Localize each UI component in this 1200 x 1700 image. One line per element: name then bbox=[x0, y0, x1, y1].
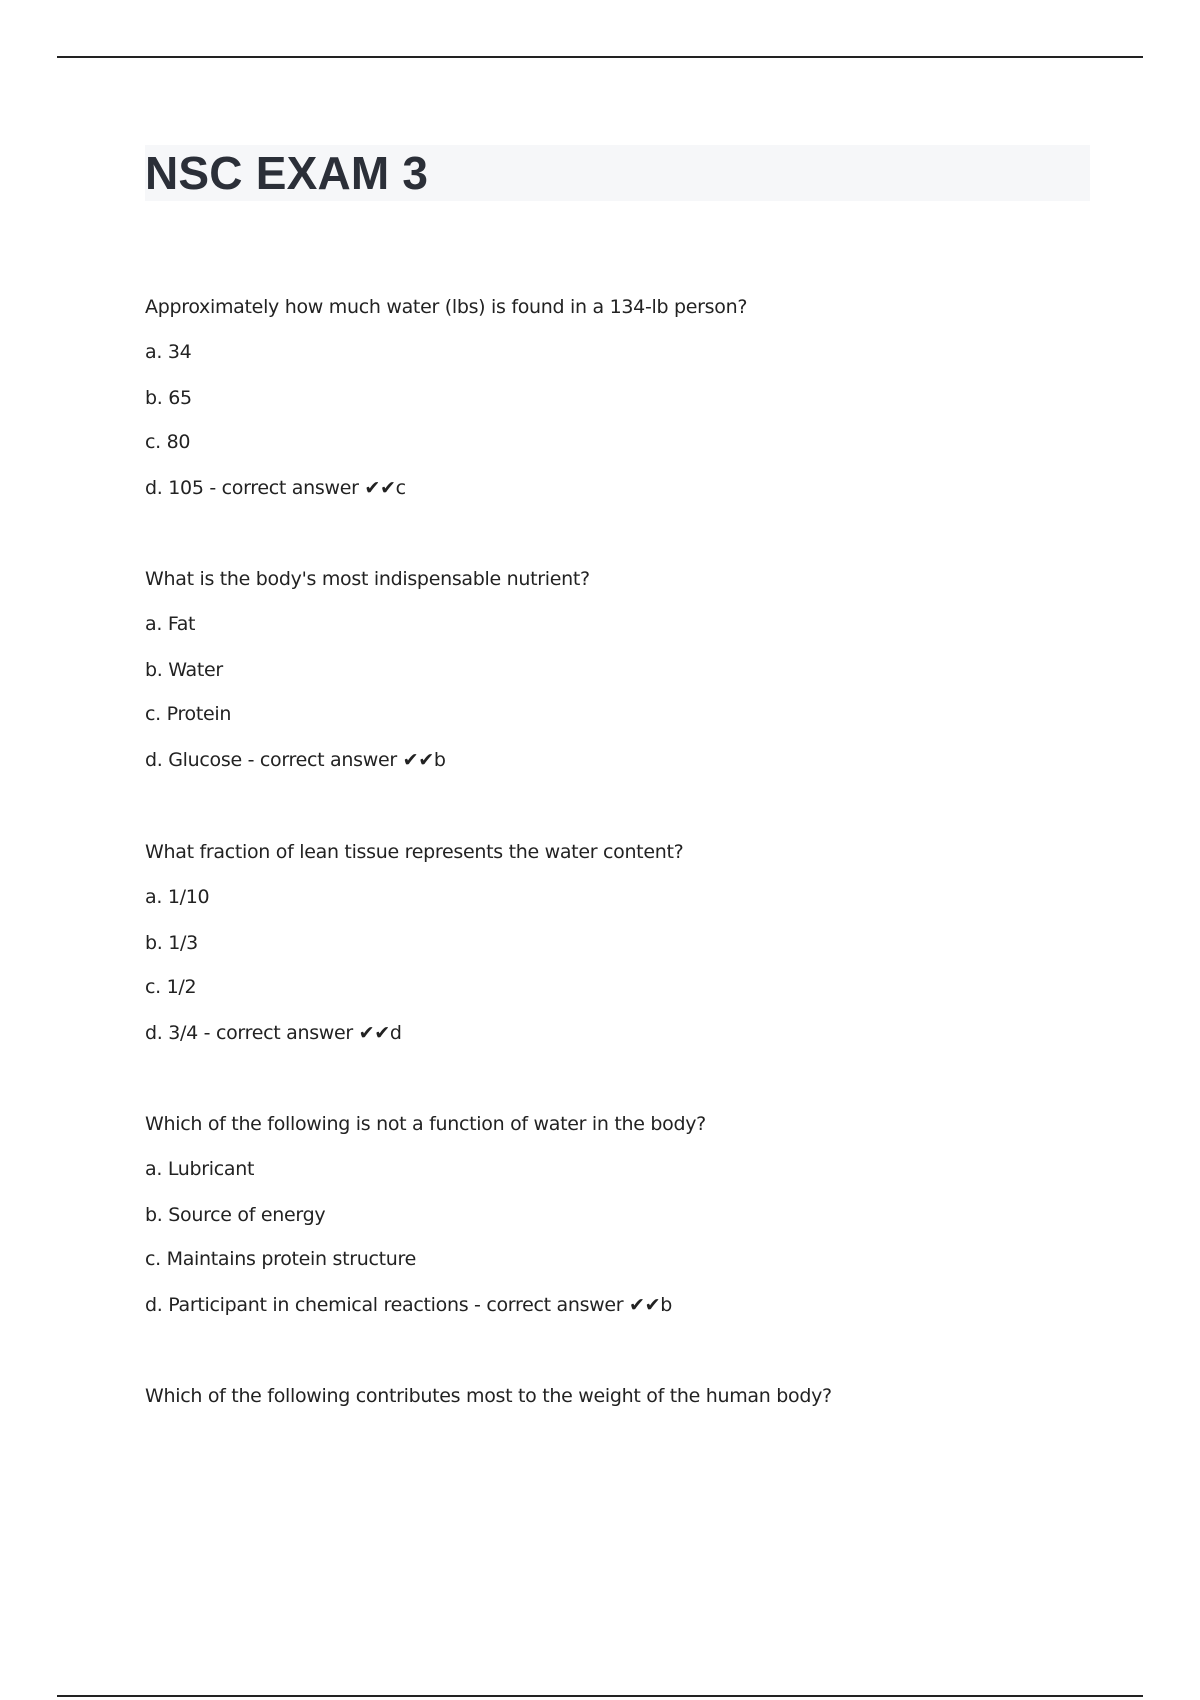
option-a: a. Lubricant bbox=[145, 1158, 255, 1180]
title-banner bbox=[145, 145, 1090, 201]
option-d-answer: d. 105 - correct answer ✔✔c bbox=[145, 477, 406, 499]
option-a: a. Fat bbox=[145, 613, 196, 635]
question-text: What is the body's most indispensable nutrient? bbox=[145, 568, 590, 590]
option-b: b. Source of energy bbox=[145, 1204, 326, 1226]
option-d-answer: d. Participant in chemical reactions - correct answer ✔✔b bbox=[145, 1294, 673, 1316]
option-c: c. 80 bbox=[145, 431, 191, 453]
option-a: a. 34 bbox=[145, 341, 192, 363]
option-b: b. Water bbox=[145, 659, 223, 681]
option-a: a. 1/10 bbox=[145, 886, 210, 908]
option-d-answer: d. 3/4 - correct answer ✔✔d bbox=[145, 1022, 402, 1044]
option-c: c. Protein bbox=[145, 703, 232, 725]
question-text: Which of the following is not a function of water in the body? bbox=[145, 1113, 706, 1135]
question-text: What fraction of lean tissue represents the water content? bbox=[145, 841, 684, 863]
option-b: b. 1/3 bbox=[145, 932, 198, 954]
option-c: c. 1/2 bbox=[145, 976, 197, 998]
top-divider bbox=[57, 56, 1143, 58]
page-title: NSC EXAM 3 bbox=[145, 147, 429, 199]
option-b: b. 65 bbox=[145, 387, 192, 409]
question-text: Approximately how much water (lbs) is found in a 134-lb person? bbox=[145, 296, 748, 318]
option-c: c. Maintains protein structure bbox=[145, 1248, 417, 1270]
question-text: Which of the following contributes most to the weight of the human body? bbox=[145, 1385, 832, 1407]
option-d-answer: d. Glucose - correct answer ✔✔b bbox=[145, 749, 446, 771]
bottom-divider bbox=[57, 1695, 1143, 1697]
